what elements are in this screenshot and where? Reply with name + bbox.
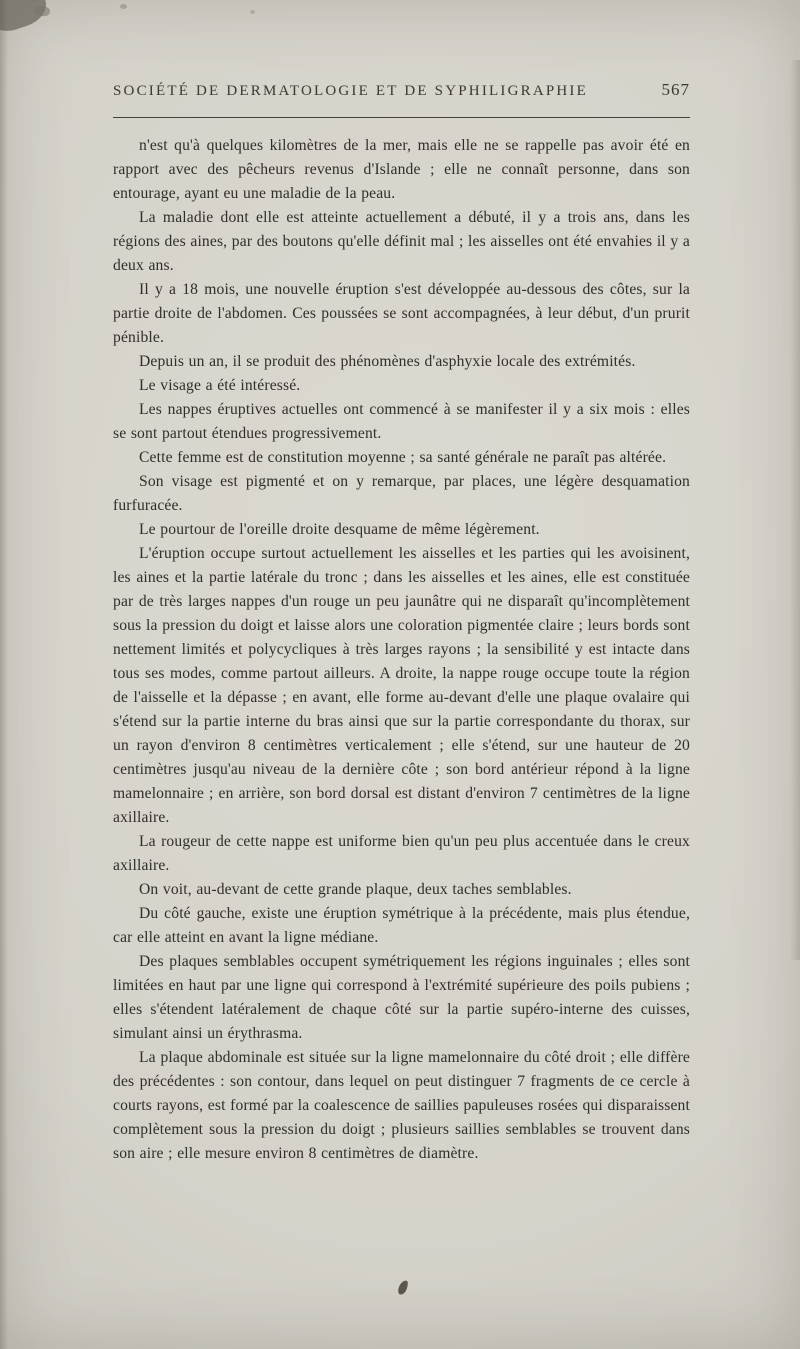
paragraph: La maladie dont elle est atteinte actuellement a débuté, il y a trois ans, dans les régions des aines, par des boutons qu'elle définit mal ; les aisselles ont été envahies il y a deux ans.: [113, 209, 690, 274]
paragraph: La plaque abdominale est située sur la ligne mamelonnaire du côté droit ; elle diffère des précédentes : son contour, dans lequel on peut distinguer 7 fragments de ce cercle à courts rayons, est formé par la coalescence de saillies papuleuses rosées qui disparaissent complètement sous la pression du doigt ; plusieurs saillies semblables se trouvent dans son aire ; elle mesure environ 8 centimètres de diamètre.: [113, 1049, 690, 1162]
paragraph: Depuis un an, il se produit des phénomènes d'asphyxie locale des extrémités.: [139, 353, 636, 370]
page-number: 567: [661, 80, 690, 99]
scan-artifact-corner-blot: [0, 0, 51, 36]
scan-artifact-edge-shadow: [0, 0, 8, 1349]
scan-artifact-speck: [120, 4, 127, 9]
paragraph: n'est qu'à quelques kilomètres de la mer, mais elle ne se rappelle pas avoir été en rapport avec des pêcheurs revenus d'Islande ; elle ne connaît personne, dans son entourage, ayant eu une maladie de la peau.: [113, 137, 690, 202]
paragraph: Cette femme est de constitution moyenne ; sa santé générale ne paraît pas altérée.: [139, 449, 667, 466]
paragraph: Des plaques semblables occupent symétriquement les régions inguinales ; elles sont limitées en haut par une ligne qui correspond à l'extrémité supérieure des poils pubiens ; elles s'étendent latéralement de chaque côté sur la partie supéro-interne des cuisses, simulant ainsi un érythrasma.: [113, 953, 690, 1042]
paragraph: Le visage a été intéressé.: [139, 377, 301, 394]
paragraph: Les nappes éruptives actuelles ont commencé à se manifester il y a six mois : elles se sont partout étendues progressivement.: [113, 401, 690, 442]
header-rule: [113, 117, 690, 118]
paragraph: Le pourtour de l'oreille droite desquame de même légèrement.: [139, 521, 540, 538]
paragraph: Du côté gauche, existe une éruption symétrique à la précédente, mais plus étendue, car elle atteint en avant la ligne médiane.: [113, 905, 690, 946]
paragraph: On voit, au-devant de cette grande plaque, deux taches semblables.: [139, 881, 572, 898]
journal-title: SOCIÉTÉ DE DERMATOLOGIE ET DE SYPHILIGRAPHIE: [113, 83, 588, 99]
scan-artifact-speck: [250, 10, 255, 14]
page-header: [113, 80, 690, 100]
paragraph: Son visage est pigmenté et on y remarque, par places, une légère desquamation furfuracée.: [113, 473, 690, 514]
paragraph: Il y a 18 mois, une nouvelle éruption s'est développée au-dessous des côtes, sur la partie droite de l'abdomen. Ces poussées se sont accompagnées, à leur début, d'un prurit pénible.: [113, 281, 690, 346]
scan-artifact-edge-streak: [790, 60, 800, 960]
scan-artifact-corner-speck: [33, 4, 51, 17]
ink-mark: [397, 1279, 409, 1296]
paragraph: La rougeur de cette nappe est uniforme bien qu'un peu plus accentuée dans le creux axillaire.: [113, 833, 690, 874]
paragraph: L'éruption occupe surtout actuellement les aisselles et les parties qui les avoisinent, les aines et la partie latérale du tronc ; dans les aisselles et les aines, elle est constituée par de très larges nappes d'un rouge un peu jaunâtre qui ne disparaît qu'incomplètement sous la pression du doigt et laisse alors une coloration pigmentée claire ; leurs bords sont nettement limités et polycycliques à très larges rayons ; la sensibilité y est intacte dans tous ses modes, comme partout ailleurs. A droite, la nappe rouge occupe toute la région de l'aisselle et la dépasse ; en avant, elle forme au-devant d'elle une plaque ovalaire qui s'étend sur la partie interne du bras ainsi que sur la partie correspondante du thorax, sur un rayon d'environ 8 centimètres verticalement ; elle s'étend, sur une hauteur de 20 centimètres jusqu'au niveau de la dernière côte ; son bord antérieur répond à la ligne mamelonnaire ; en arrière, son bord dorsal est distant d'environ 7 centimètres de la ligne axillaire.: [113, 545, 690, 826]
page-body: [113, 134, 690, 1166]
